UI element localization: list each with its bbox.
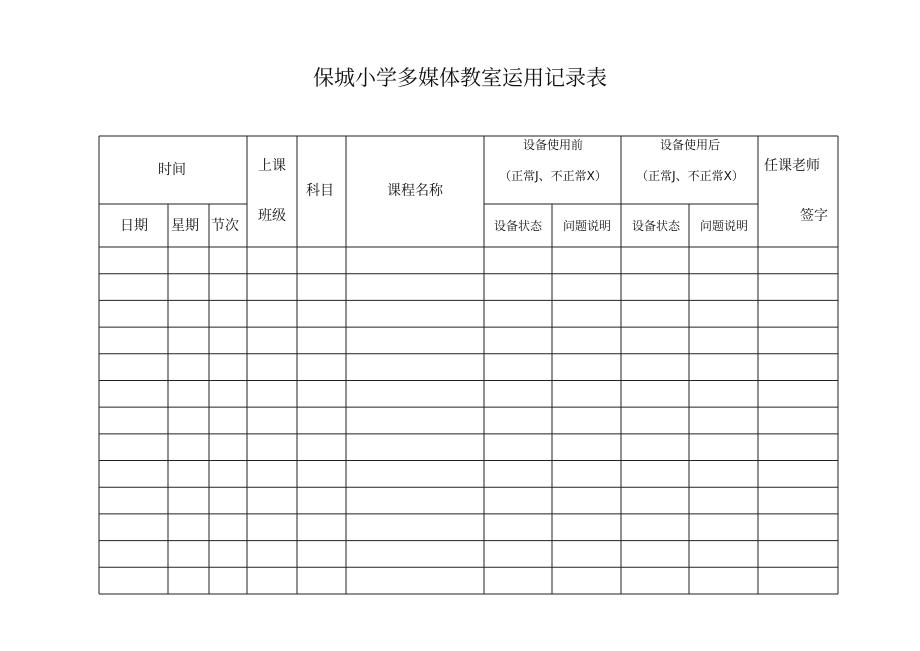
header-after-note: （正常J、不正常X）: [636, 169, 744, 183]
header-status-after: 设备状态: [631, 219, 681, 233]
table-cell[interactable]: [553, 462, 620, 487]
table-cell[interactable]: [210, 435, 246, 460]
header-before-note: （正常J、不正常X）: [499, 169, 607, 183]
table-cell[interactable]: [622, 328, 688, 353]
table-cell[interactable]: [298, 408, 345, 433]
table-cell[interactable]: [210, 462, 246, 487]
table-cell[interactable]: [169, 328, 208, 353]
table-cell[interactable]: [690, 515, 757, 540]
table-cell[interactable]: [100, 355, 167, 380]
header-teacher-line1: 任课老师: [764, 158, 820, 174]
table-cell[interactable]: [485, 275, 551, 300]
table-cell[interactable]: [100, 301, 167, 326]
table-cell[interactable]: [248, 381, 296, 406]
table-cell[interactable]: [759, 435, 837, 460]
table-cell[interactable]: [553, 435, 620, 460]
table-cell[interactable]: [169, 381, 208, 406]
table-cell[interactable]: [485, 568, 551, 593]
table-cell[interactable]: [169, 435, 208, 460]
header-weekday: 星期: [171, 218, 199, 234]
table-cell[interactable]: [169, 408, 208, 433]
table-cell[interactable]: [100, 435, 167, 460]
table-cell[interactable]: [759, 248, 837, 273]
table-cell[interactable]: [622, 408, 688, 433]
table-cell[interactable]: [347, 355, 483, 380]
table-cell[interactable]: [347, 488, 483, 513]
table-cell[interactable]: [622, 542, 688, 567]
table-cell[interactable]: [759, 301, 837, 326]
table-cell[interactable]: [759, 355, 837, 380]
table-cell[interactable]: [347, 515, 483, 540]
table-cell[interactable]: [690, 542, 757, 567]
table-cell[interactable]: [169, 568, 208, 593]
table-cell[interactable]: [622, 248, 688, 273]
header-before-use: 设备使用前: [522, 138, 584, 152]
table-cell[interactable]: [347, 301, 483, 326]
table-cell[interactable]: [485, 328, 551, 353]
header-class-line2: 班级: [258, 208, 286, 224]
table-cell[interactable]: [298, 462, 345, 487]
table-cell[interactable]: [622, 275, 688, 300]
table-cell[interactable]: [248, 515, 296, 540]
table-cell[interactable]: [347, 381, 483, 406]
table-cell[interactable]: [690, 275, 757, 300]
table-cell[interactable]: [485, 462, 551, 487]
header-after-use: 设备使用后: [659, 138, 721, 152]
table-cell[interactable]: [347, 248, 483, 273]
header-period: 节次: [211, 218, 239, 234]
table-cell[interactable]: [298, 355, 345, 380]
table-cell[interactable]: [485, 435, 551, 460]
table-cell[interactable]: [100, 568, 167, 593]
table-cell[interactable]: [759, 381, 837, 406]
table-cell[interactable]: [690, 301, 757, 326]
table-cell[interactable]: [169, 462, 208, 487]
table-cell[interactable]: [347, 408, 483, 433]
table-cell[interactable]: [210, 542, 246, 567]
table-cell[interactable]: [347, 462, 483, 487]
table-cell[interactable]: [298, 488, 345, 513]
table-cell[interactable]: [347, 435, 483, 460]
table-cell[interactable]: [485, 488, 551, 513]
table-cell[interactable]: [169, 355, 208, 380]
table-cell[interactable]: [485, 408, 551, 433]
table-cell[interactable]: [759, 515, 837, 540]
table-cell[interactable]: [759, 542, 837, 567]
table-cell[interactable]: [690, 381, 757, 406]
table-cell[interactable]: [759, 568, 837, 593]
table-cell[interactable]: [248, 301, 296, 326]
table-cell[interactable]: [622, 435, 688, 460]
table-cell[interactable]: [622, 381, 688, 406]
table-cell[interactable]: [622, 355, 688, 380]
table-cell[interactable]: [622, 301, 688, 326]
table-cell[interactable]: [553, 355, 620, 380]
table-cell[interactable]: [100, 328, 167, 353]
table-cell[interactable]: [298, 381, 345, 406]
table-cell[interactable]: [298, 301, 345, 326]
table-cell[interactable]: [210, 488, 246, 513]
header-teacher-line2: 签字: [800, 208, 828, 224]
table-cell[interactable]: [298, 515, 345, 540]
table-cell[interactable]: [210, 355, 246, 380]
table-cell[interactable]: [347, 328, 483, 353]
table-cell[interactable]: [169, 248, 208, 273]
table-cell[interactable]: [248, 488, 296, 513]
table-cell[interactable]: [759, 275, 837, 300]
table-cell[interactable]: [485, 381, 551, 406]
table-cell[interactable]: [690, 435, 757, 460]
table-cell[interactable]: [100, 248, 167, 273]
table-cell[interactable]: [100, 381, 167, 406]
table-cell[interactable]: [485, 515, 551, 540]
header-issue-before: 问题说明: [562, 219, 612, 233]
header-subject: 科目: [306, 183, 334, 199]
table-cell[interactable]: [248, 408, 296, 433]
table-cell[interactable]: [210, 328, 246, 353]
header-course-name: 课程名称: [387, 183, 443, 199]
table-cell[interactable]: [553, 328, 620, 353]
table-cell[interactable]: [553, 381, 620, 406]
table-cell[interactable]: [622, 568, 688, 593]
table-cell[interactable]: [210, 275, 246, 300]
header-class-line1: 上课: [258, 158, 286, 174]
table-cell[interactable]: [759, 328, 837, 353]
header-time: 时间: [158, 162, 186, 178]
table-cell[interactable]: [690, 488, 757, 513]
table-cell[interactable]: [248, 355, 296, 380]
table-cell[interactable]: [248, 248, 296, 273]
header-issue-after: 问题说明: [699, 219, 749, 233]
table-cell[interactable]: [248, 462, 296, 487]
table-cell[interactable]: [347, 542, 483, 567]
table-cell[interactable]: [210, 408, 246, 433]
table-cell[interactable]: [690, 568, 757, 593]
table-cell[interactable]: [759, 462, 837, 487]
table-cell[interactable]: [622, 515, 688, 540]
table-cell[interactable]: [553, 515, 620, 540]
table-cell[interactable]: [622, 488, 688, 513]
table-cell[interactable]: [690, 462, 757, 487]
table-cell[interactable]: [690, 408, 757, 433]
table-cell[interactable]: [248, 275, 296, 300]
table-cell[interactable]: [553, 408, 620, 433]
table-cell[interactable]: [347, 568, 483, 593]
table-cell[interactable]: [553, 248, 620, 273]
table-cell[interactable]: [485, 355, 551, 380]
table-cell[interactable]: [298, 328, 345, 353]
table-cell[interactable]: [169, 301, 208, 326]
table-cell[interactable]: [553, 301, 620, 326]
table-cell[interactable]: [100, 462, 167, 487]
header-date: 日期: [120, 218, 148, 234]
table-cell[interactable]: [298, 248, 345, 273]
header-status-before: 设备状态: [493, 219, 543, 233]
table-cell[interactable]: [210, 568, 246, 593]
table-cell[interactable]: [169, 275, 208, 300]
table-cell[interactable]: [169, 488, 208, 513]
table-cell[interactable]: [553, 488, 620, 513]
table-cell[interactable]: [347, 275, 483, 300]
table-cell[interactable]: [169, 515, 208, 540]
table-cell[interactable]: [485, 542, 551, 567]
table-cell[interactable]: [248, 435, 296, 460]
table-cell[interactable]: [210, 248, 246, 273]
table-cell[interactable]: [622, 462, 688, 487]
table-cell[interactable]: [248, 542, 296, 567]
table-cell[interactable]: [248, 568, 296, 593]
table-cell[interactable]: [298, 568, 345, 593]
table-cell[interactable]: [100, 488, 167, 513]
table-cell[interactable]: [759, 488, 837, 513]
table-cell[interactable]: [690, 328, 757, 353]
table-cell[interactable]: [298, 435, 345, 460]
table-cell[interactable]: [485, 248, 551, 273]
table-cell[interactable]: [100, 408, 167, 433]
table-cell[interactable]: [248, 328, 296, 353]
table-cell[interactable]: [553, 542, 620, 567]
table-cell[interactable]: [100, 542, 167, 567]
table-cell[interactable]: [298, 542, 345, 567]
table-cell[interactable]: [100, 275, 167, 300]
table-cell[interactable]: [210, 381, 246, 406]
table-cell[interactable]: [553, 568, 620, 593]
table-cell[interactable]: [485, 301, 551, 326]
table-cell[interactable]: [210, 301, 246, 326]
table-cell[interactable]: [690, 355, 757, 380]
table-cell[interactable]: [690, 248, 757, 273]
document-title: 保城小学多媒体教室运用记录表: [313, 66, 607, 90]
table-cell[interactable]: [553, 275, 620, 300]
table-cell[interactable]: [100, 515, 167, 540]
table-cell[interactable]: [298, 275, 345, 300]
table-cell[interactable]: [759, 408, 837, 433]
table-cell[interactable]: [210, 515, 246, 540]
table-cell[interactable]: [169, 542, 208, 567]
